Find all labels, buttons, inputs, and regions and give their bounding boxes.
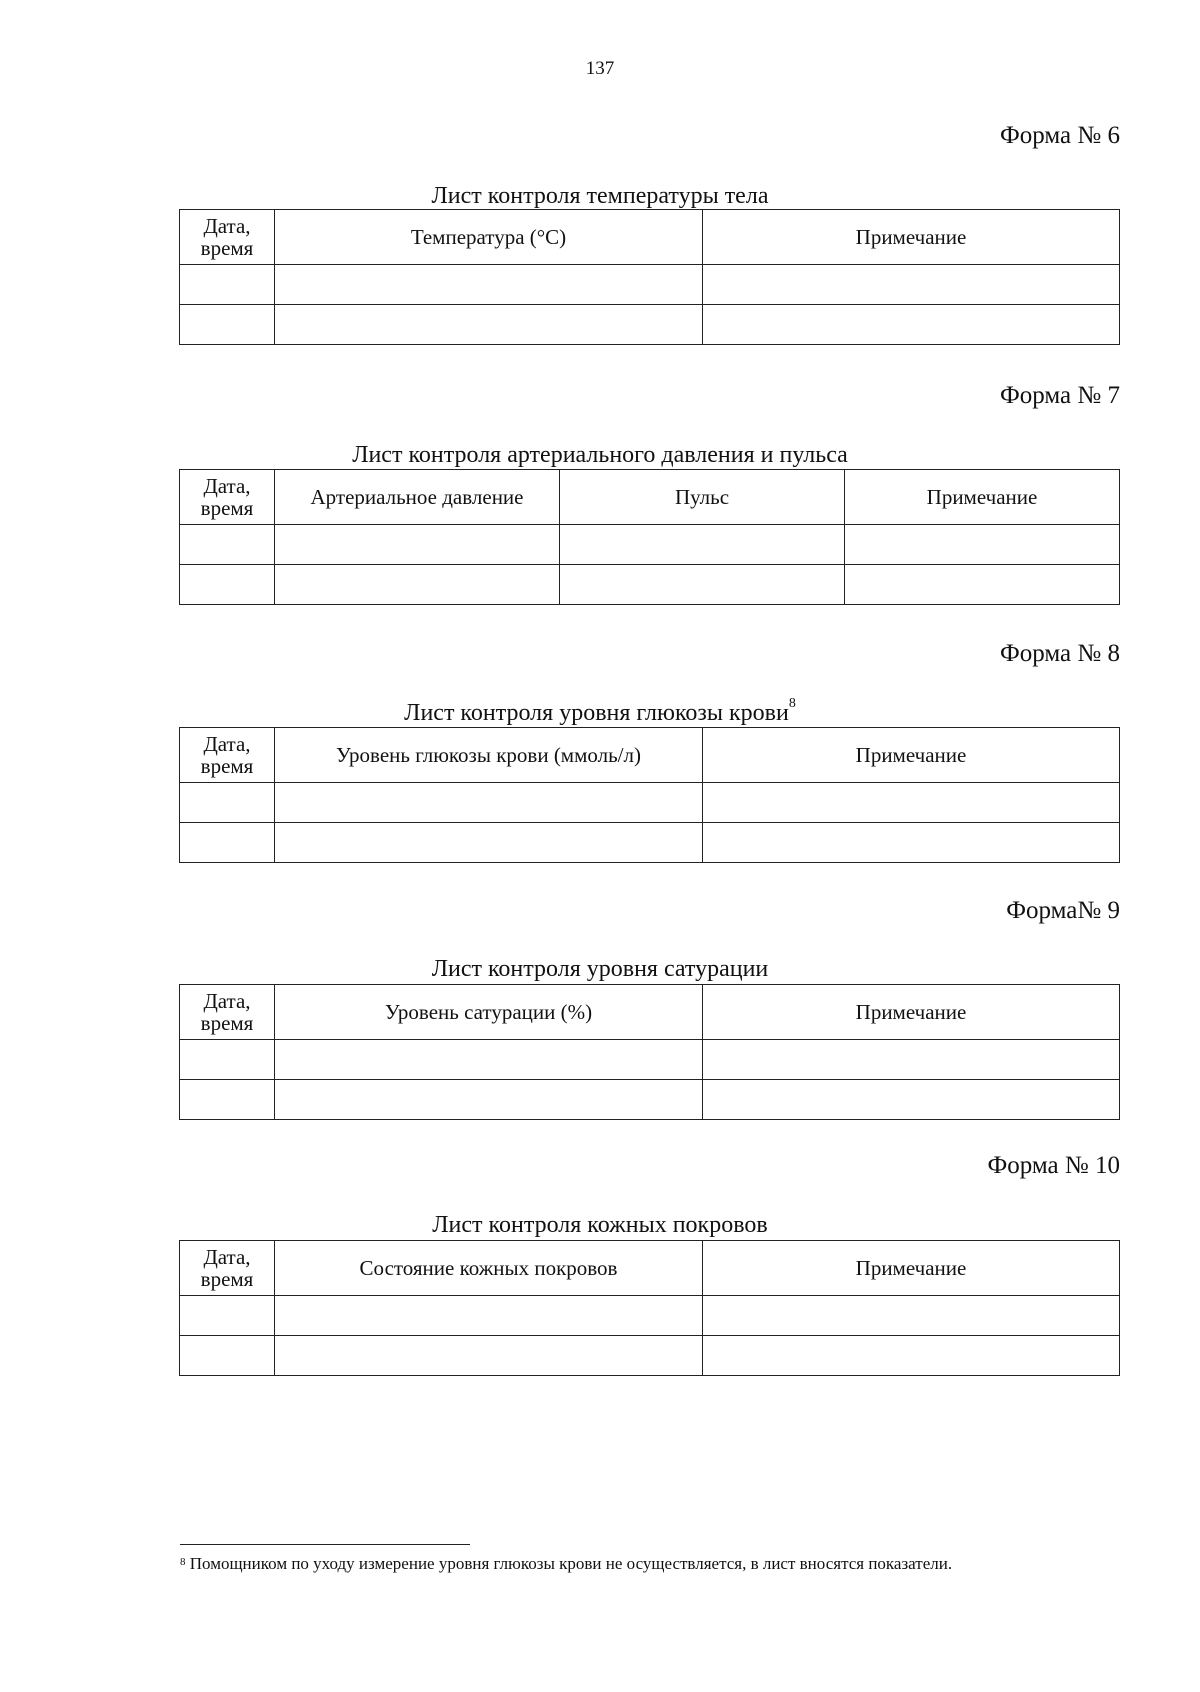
- form-title: Лист контроля температуры тела: [431, 183, 769, 209]
- table-cell[interactable]: [703, 265, 1120, 305]
- table-cell[interactable]: [703, 1336, 1120, 1376]
- form-number: Форма№ 9: [1006, 897, 1120, 924]
- table-row: [180, 305, 1120, 345]
- form-title: Лист контроля кожных покровов: [432, 1212, 768, 1238]
- form-title: Лист контроля артериального давления и пульса: [352, 442, 848, 468]
- skin-table: [179, 1240, 1120, 1376]
- table-cell[interactable]: [275, 1296, 703, 1336]
- form-number: Форма № 8: [1000, 640, 1120, 667]
- table-row: [180, 783, 1120, 823]
- table-cell[interactable]: [180, 1040, 275, 1080]
- footnote-marker: 8: [180, 1556, 186, 1568]
- footnote-separator: [180, 1544, 470, 1545]
- table-header-row: [180, 1241, 1120, 1296]
- column-header-date: Дата, время: [180, 470, 275, 525]
- table-cell[interactable]: [560, 525, 845, 565]
- table-cell[interactable]: [180, 1336, 275, 1376]
- footnote: [180, 1553, 1120, 1575]
- table-row: [180, 823, 1120, 863]
- column-header-note: Примечание: [703, 985, 1120, 1040]
- column-header-note: Примечание: [703, 728, 1120, 783]
- table-cell[interactable]: [180, 1080, 275, 1120]
- table-header-row: [180, 210, 1120, 265]
- column-header-temperature: Температура (°C): [275, 210, 703, 265]
- table-header-row: [180, 470, 1120, 525]
- table-cell[interactable]: [275, 1336, 703, 1376]
- table-cell[interactable]: [180, 305, 275, 345]
- table-cell[interactable]: [180, 783, 275, 823]
- form-title: Лист контроля уровня сатурации: [431, 956, 769, 982]
- table-cell[interactable]: [275, 1080, 703, 1120]
- page-number: 137: [585, 58, 615, 79]
- table-cell[interactable]: [275, 783, 703, 823]
- table-cell[interactable]: [703, 305, 1120, 345]
- column-header-note: Примечание: [703, 210, 1120, 265]
- column-header-saturation: Уровень сатурации (%): [275, 985, 703, 1040]
- column-header-date: Дата, время: [180, 210, 275, 265]
- table-cell[interactable]: [703, 823, 1120, 863]
- column-header-pulse: Пульс: [560, 470, 845, 525]
- column-header-glucose: Уровень глюкозы крови (ммоль/л): [275, 728, 703, 783]
- table-cell[interactable]: [180, 823, 275, 863]
- table-cell[interactable]: [703, 783, 1120, 823]
- table-row: [180, 565, 1120, 605]
- table-cell[interactable]: [845, 525, 1120, 565]
- column-header-blood-pressure: Артериальное давление: [275, 470, 560, 525]
- table-header-row: [180, 985, 1120, 1040]
- column-header-skin-condition: Состояние кожных покровов: [275, 1241, 703, 1296]
- table-cell[interactable]: [180, 265, 275, 305]
- table-cell[interactable]: [703, 1040, 1120, 1080]
- column-header-note: Примечание: [703, 1241, 1120, 1296]
- table-header-row: [180, 728, 1120, 783]
- form-number: Форма № 10: [987, 1152, 1120, 1179]
- table-cell[interactable]: [275, 305, 703, 345]
- table-row: [180, 525, 1120, 565]
- table-cell[interactable]: [275, 265, 703, 305]
- form-number: Форма № 7: [1000, 382, 1120, 409]
- table-cell[interactable]: [275, 1040, 703, 1080]
- column-header-date: Дата, время: [180, 985, 275, 1040]
- table-row: [180, 1296, 1120, 1336]
- table-row: [180, 1080, 1120, 1120]
- column-header-date: Дата, время: [180, 1241, 275, 1296]
- table-cell[interactable]: [703, 1080, 1120, 1120]
- table-row: [180, 1336, 1120, 1376]
- table-cell[interactable]: [275, 565, 560, 605]
- footnote-text: Помощником по уходу измерение уровня глюкозы крови не осуществляется, в лист вносятся показатели.: [189, 1554, 953, 1573]
- table-row: [180, 1040, 1120, 1080]
- footnote-marker: 8: [788, 696, 796, 711]
- form-number: Форма № 6: [1000, 122, 1120, 149]
- table-cell[interactable]: [180, 525, 275, 565]
- column-header-date: Дата, время: [180, 728, 275, 783]
- form-title: Лист контроля уровня глюкозы крови$^8$: [404, 696, 796, 726]
- table-cell[interactable]: [275, 823, 703, 863]
- table-row: [180, 265, 1120, 305]
- table-cell[interactable]: [180, 1296, 275, 1336]
- table-cell[interactable]: [275, 525, 560, 565]
- table-cell[interactable]: [560, 565, 845, 605]
- blood-pressure-table: [179, 469, 1120, 605]
- saturation-table: [179, 984, 1120, 1120]
- temperature-table: [179, 209, 1120, 345]
- column-header-note: Примечание: [845, 470, 1120, 525]
- table-cell[interactable]: [845, 565, 1120, 605]
- table-cell[interactable]: [703, 1296, 1120, 1336]
- glucose-table: [179, 727, 1120, 863]
- table-cell[interactable]: [180, 565, 275, 605]
